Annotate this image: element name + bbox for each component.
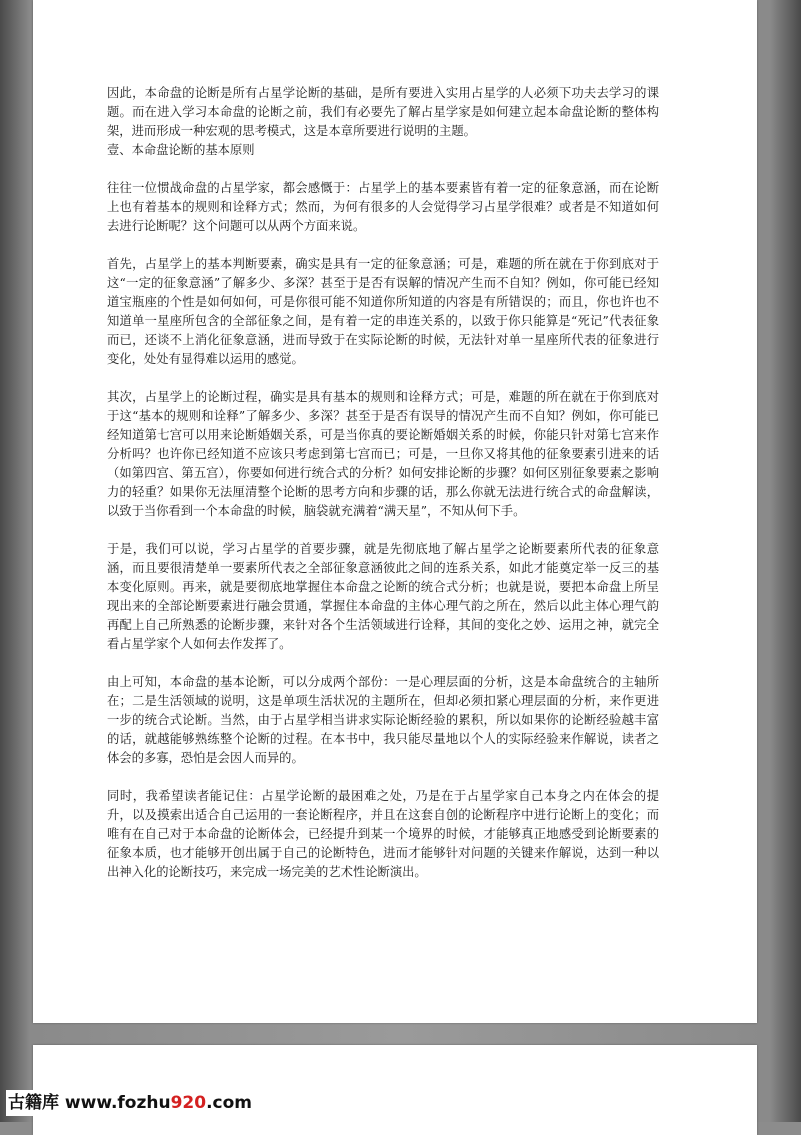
watermark-url-prefix: www.fozhu: [64, 1093, 171, 1113]
watermark-url-suffix: .com: [206, 1093, 253, 1113]
page-content: [107, 84, 659, 901]
paragraph: 其次，占星学上的论断过程，确实是具有基本的规则和诠释方式；可是，难题的所在就在于你到底对于这“基本的规则和诠释”了解多少、多深？甚至于是否有误导的情况产生而不自知？例如，你可能已经知道第七宫可以用来论断婚姻关系，可是当你真的要论断婚姻关系的时候，你能只针对第七宫来作分析吗？也许你已经知道不应该只考虑到第七宫而已；可是，一旦你又将其他的征象要素引进来的话（如第四宫、第五宫），你要如何进行统合式的分析？如何安排论断的步骤？如何区别征象要素之影响力的轻重？如果你无法厘清整个论断的思考方向和步骤的话，那么你就无法进行统合式的命盘解读，以致于当你看到一个本命盘的时候，脑袋就充满着“满天星”，不知从何下手。: [107, 390, 659, 518]
paragraph: 首先，占星学上的基本判断要素，确实是具有一定的征象意涵；可是，难题的所在就在于你到底对于这“一定的征象意涵”了解多少、多深？甚至于是否有误解的情况产生而不自知？例如，你可能已经知道宝瓶座的个性是如何如何，可是你很可能不知道你所知道的内容是有所错误的；而且，你也许也不知道单一星座所包含的全部征象之间，是有着一定的串连关系的，以致于你只能算是“死记”代表征象而已，还谈不上消化征象意涵，进而导致于在实际论断的时候，无法针对单一星座所代表的征象进行变化，处处有显得难以运用的感觉。: [107, 257, 659, 366]
paragraph-intro: 因此，本命盘的论断是所有占星学论断的基础，是所有要进入实用占星学的人必须下功夫去学习的课题。而在进入学习本命盘的论断之前，我们有必要先了解占星学家是如何建立起本命盘论断的整体构架，进而形成一种宏观的思考模式，这是本章所要进行说明的主题。: [107, 86, 659, 138]
paragraph: 往往一位惯战命盘的占星学家，都会感慨于：占星学上的基本要素皆有着一定的征象意涵，而在论断上也有着基本的规则和诠释方式；然而，为何有很多的人会觉得学习占星学很难？或者是不知道如何去进行论断呢？这个问题可以从两个方面来说。: [107, 181, 659, 233]
section-heading: 壹、本命盘论断的基本原则: [107, 143, 255, 157]
paragraph: 由上可知，本命盘的基本论断，可以分成两个部份：一是心理层面的分析，这是本命盘统合的主轴所在；二是生活领域的说明，这是单项生活状况的主题所在，但却必须扣紧心理层面的分析，来作更进一步的统合式论断。当然，由于占星学相当讲求实际论断经验的累积，所以如果你的论断经验越丰富的话，就越能够熟练整个论断的过程。在本书中，我只能尽量地以个人的实际经验来作解说，读者之体会的多寡，恐怕是会因人而异的。: [107, 675, 659, 765]
paragraph: 于是，我们可以说，学习占星学的首要步骤，就是先彻底地了解占星学之论断要素所代表的征象意涵，而且要很清楚单一要素所代表之全部征象意涵彼此之间的连系关系，如此才能奠定举一反三的基本变化原则。再来，就是要彻底地掌握住本命盘之论断的统合式分析；也就是说，要把本命盘上所呈现出来的全部论断要素进行融会贯通，掌握住本命盘的主体心理气韵之所在，然后以此主体心理气韵再配上自己所熟悉的论断步骤，来针对各个生活领域进行诠释，其间的变化之妙、运用之神，就完全看占星学家个人如何去作发挥了。: [107, 542, 659, 651]
paragraph: 同时，我希望读者能记住：占星学论断的最困难之处，乃是在于占星学家自己本身之内在体会的提升，以及摸索出适合自己运用的一套论断程序，并且在这套自创的论断程序中进行论断上的变化；而唯有在自己对于本命盘的论断体会，已经提升到某一个境界的时候，才能够真正地感受到论断要素的征象本质，也才能够开创出属于自己的论断特色，进而才能够针对问题的关键来作解说，达到一种以出神入化的论断技巧，来完成一场完美的艺术性论断演出。: [107, 789, 659, 879]
watermark-url-number: 920: [170, 1093, 207, 1113]
site-watermark: [6, 1090, 256, 1116]
watermark-site-name: 古籍库: [8, 1093, 59, 1113]
